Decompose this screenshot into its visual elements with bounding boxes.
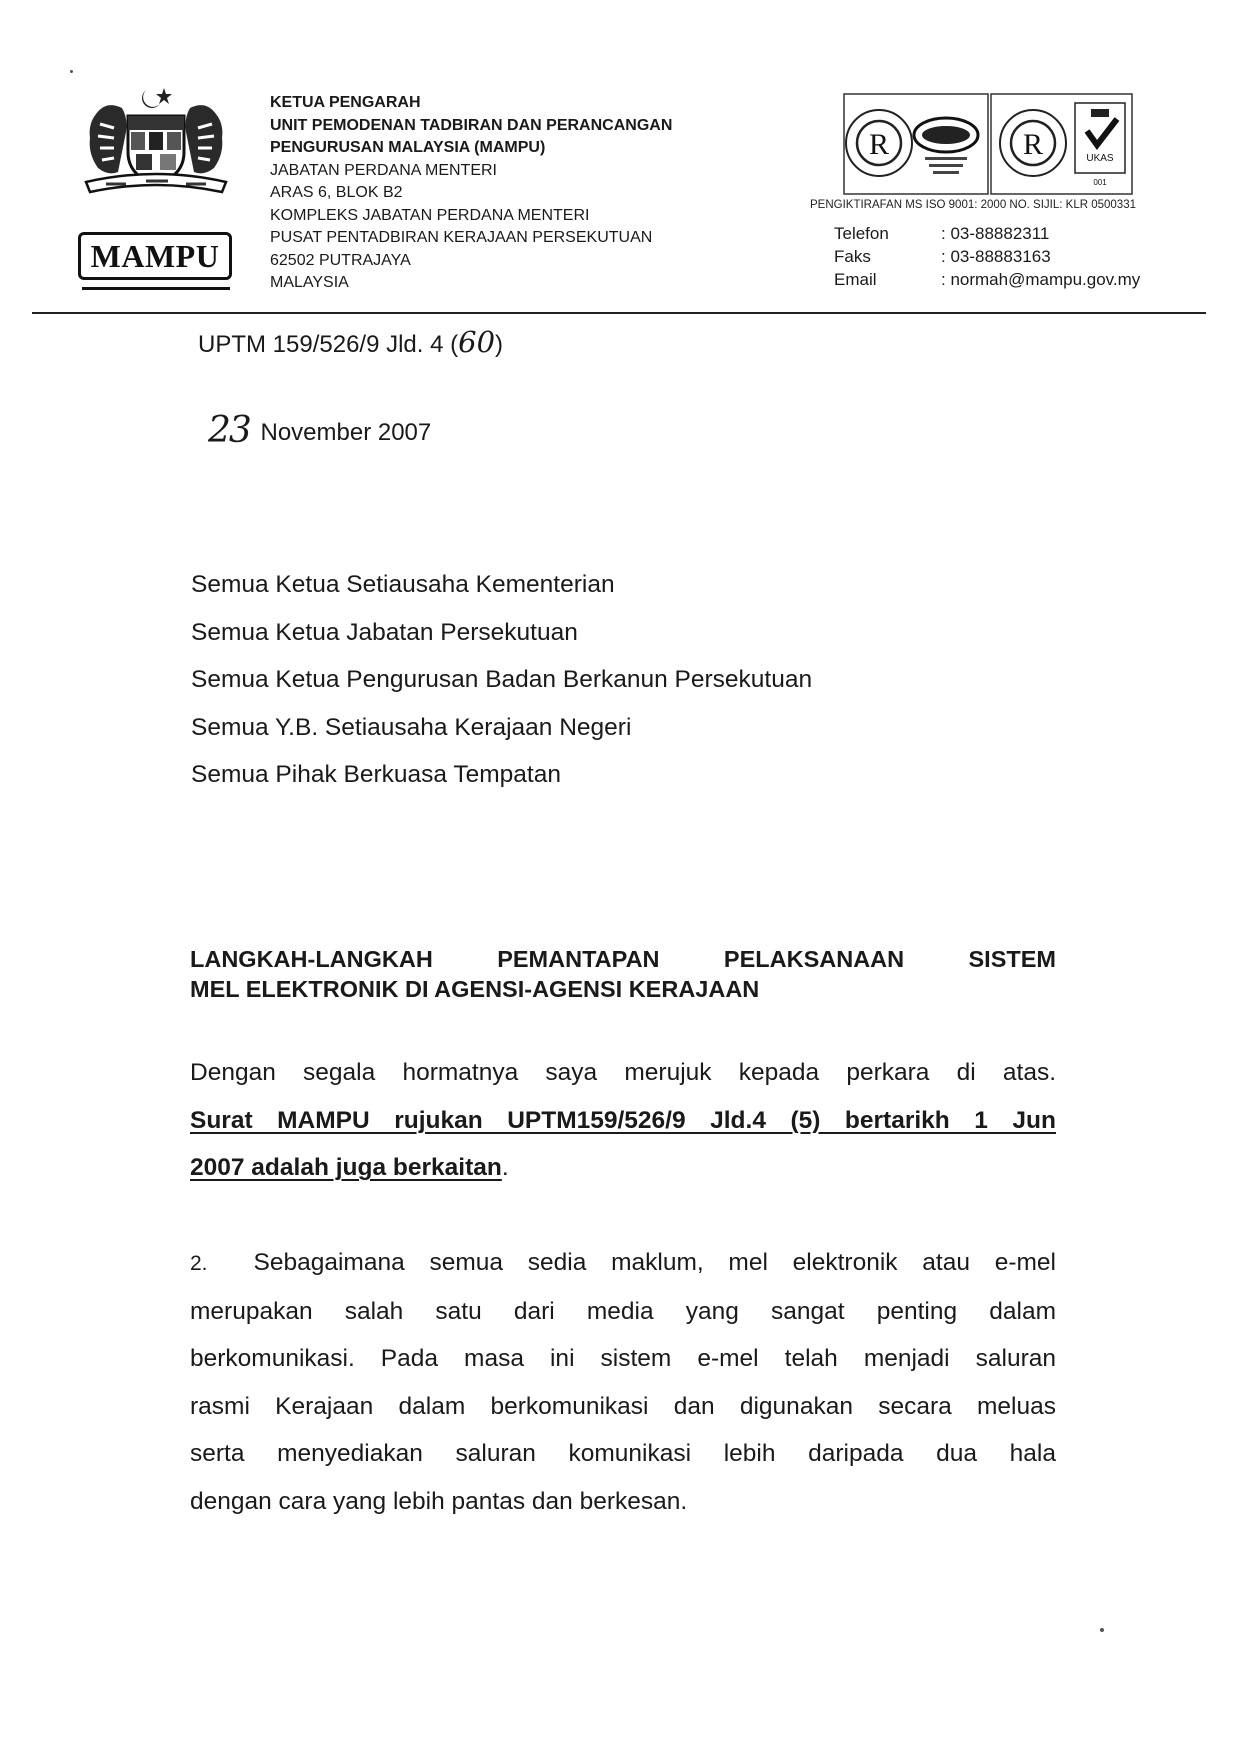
- header-divider: [32, 312, 1206, 314]
- reference-printed: UPTM 159/526/9 Jld. 4 (: [198, 331, 459, 358]
- address-line: ARAS 6, BLOK B2: [270, 184, 403, 201]
- address-line: 62502 PUTRAJAYA: [270, 251, 411, 269]
- ukas-mark-icon: [1075, 103, 1125, 187]
- fax-value: : 03-88883163: [941, 247, 1051, 266]
- paragraph-line-underlined: Surat MAMPU rujukan UPTM159/526/9 Jld.4 (5) bertarikh 1 Jun: [190, 1106, 1056, 1134]
- reference-close: ): [495, 331, 504, 358]
- address-line: KOMPLEKS JABATAN PERDANA MENTERI: [270, 206, 590, 224]
- iso-certification-logos: [843, 93, 1133, 195]
- letter-subject: [190, 944, 1056, 1004]
- address-line: PUSAT PENTADBIRAN KERAJAAN PERSEKUTUAN: [270, 229, 653, 246]
- phone-value: : 03-88882311: [941, 224, 1050, 243]
- reference-number: [198, 325, 503, 359]
- scan-speck: [70, 70, 73, 73]
- paragraph-line: [190, 1144, 1056, 1192]
- recipient-item: Semua Y.B. Setiausaha Kerajaan Negeri: [191, 713, 632, 741]
- email-label: Email: [834, 270, 877, 289]
- paragraph-1: [190, 1049, 1056, 1192]
- recipient-item: Semua Ketua Jabatan Persekutuan: [191, 618, 578, 646]
- fax-row: [834, 245, 1140, 268]
- registered-quality-seal-icon: [1000, 110, 1066, 176]
- recipient-item: Semua Ketua Pengurusan Badan Berkanun Persekutuan: [191, 666, 813, 693]
- recipient-item: Semua Ketua Setiausaha Kementerian: [191, 571, 615, 598]
- svg-text:UKAS: UKAS: [1086, 153, 1114, 164]
- paragraph-line: [190, 1239, 1056, 1288]
- mampu-logo: MAMPU: [78, 232, 232, 280]
- address-line: JABATAN PERDANA MENTERI: [270, 161, 497, 179]
- logo-underline: [82, 287, 230, 290]
- fax-label: Faks: [834, 247, 871, 266]
- letter-date: [208, 410, 431, 451]
- reference-handwritten: 60: [458, 325, 496, 359]
- paragraph-line: berkomunikasi. Pada masa ini sistem e-mel telah menjadi saluran: [190, 1345, 1056, 1372]
- paragraph-line: dengan cara yang lebih pantas dan berkesan.: [190, 1487, 688, 1515]
- svg-text:001: 001: [1093, 178, 1107, 187]
- scan-speck: [1100, 1628, 1104, 1632]
- sender-address: [270, 92, 672, 295]
- paragraph-line: serta menyediakan saluran komunikasi lebih daripada dua hala: [190, 1440, 1056, 1467]
- phone-label: Telefon: [834, 224, 889, 243]
- paragraph-line: merupakan salah satu dari media yang sangat penting dalam: [190, 1297, 1056, 1325]
- paragraph-line: rasmi Kerajaan dalam berkomunikasi dan digunakan secara meluas: [190, 1392, 1056, 1420]
- underlined-text: 2007 adalah juga berkaitan: [190, 1154, 502, 1181]
- svg-text:R: R: [1022, 128, 1044, 161]
- subject-line: LANGKAH-LANGKAH PEMANTAPAN PELAKSANAAN SISTEM: [190, 946, 1056, 972]
- registered-quality-seal-icon: [846, 110, 912, 176]
- paragraph-2: [190, 1239, 1056, 1525]
- recipient-list: [191, 561, 812, 799]
- svg-text:R: R: [868, 128, 890, 161]
- subject-line: MEL ELEKTRONIK DI AGENSI-AGENSI KERAJAAN: [190, 976, 760, 1002]
- recipient-item: Semua Pihak Berkuasa Tempatan: [191, 761, 561, 788]
- address-line: MALAYSIA: [270, 274, 349, 291]
- date-printed: November 2007: [260, 419, 432, 446]
- standards-mark-icon: [914, 118, 978, 174]
- email-value: : normah@mampu.gov.my: [941, 270, 1141, 289]
- address-line: PENGURUSAN MALAYSIA (MAMPU): [270, 139, 546, 156]
- malaysia-coat-of-arms-icon: [76, 84, 236, 204]
- address-line: KETUA PENGARAH: [270, 94, 421, 111]
- email-row: [834, 268, 1140, 291]
- certification-caption: PENGIKTIRAFAN MS ISO 9001: 2000 NO. SIJIL: KLR 0500331: [810, 199, 1136, 211]
- phone-row: [834, 222, 1140, 245]
- paragraph-number: 2.: [190, 1252, 208, 1275]
- paragraph-text: Sebagaimana semua sedia maklum, mel elektronik atau e-mel: [253, 1249, 1056, 1276]
- date-handwritten-day: 23: [208, 410, 250, 451]
- address-line: UNIT PEMODENAN TADBIRAN DAN PERANCANGAN: [270, 116, 673, 134]
- paragraph-line: Dengan segala hormatnya saya merujuk kepada perkara di atas.: [190, 1059, 1056, 1086]
- sentence-end: .: [501, 1154, 509, 1181]
- contact-details: [834, 222, 1140, 291]
